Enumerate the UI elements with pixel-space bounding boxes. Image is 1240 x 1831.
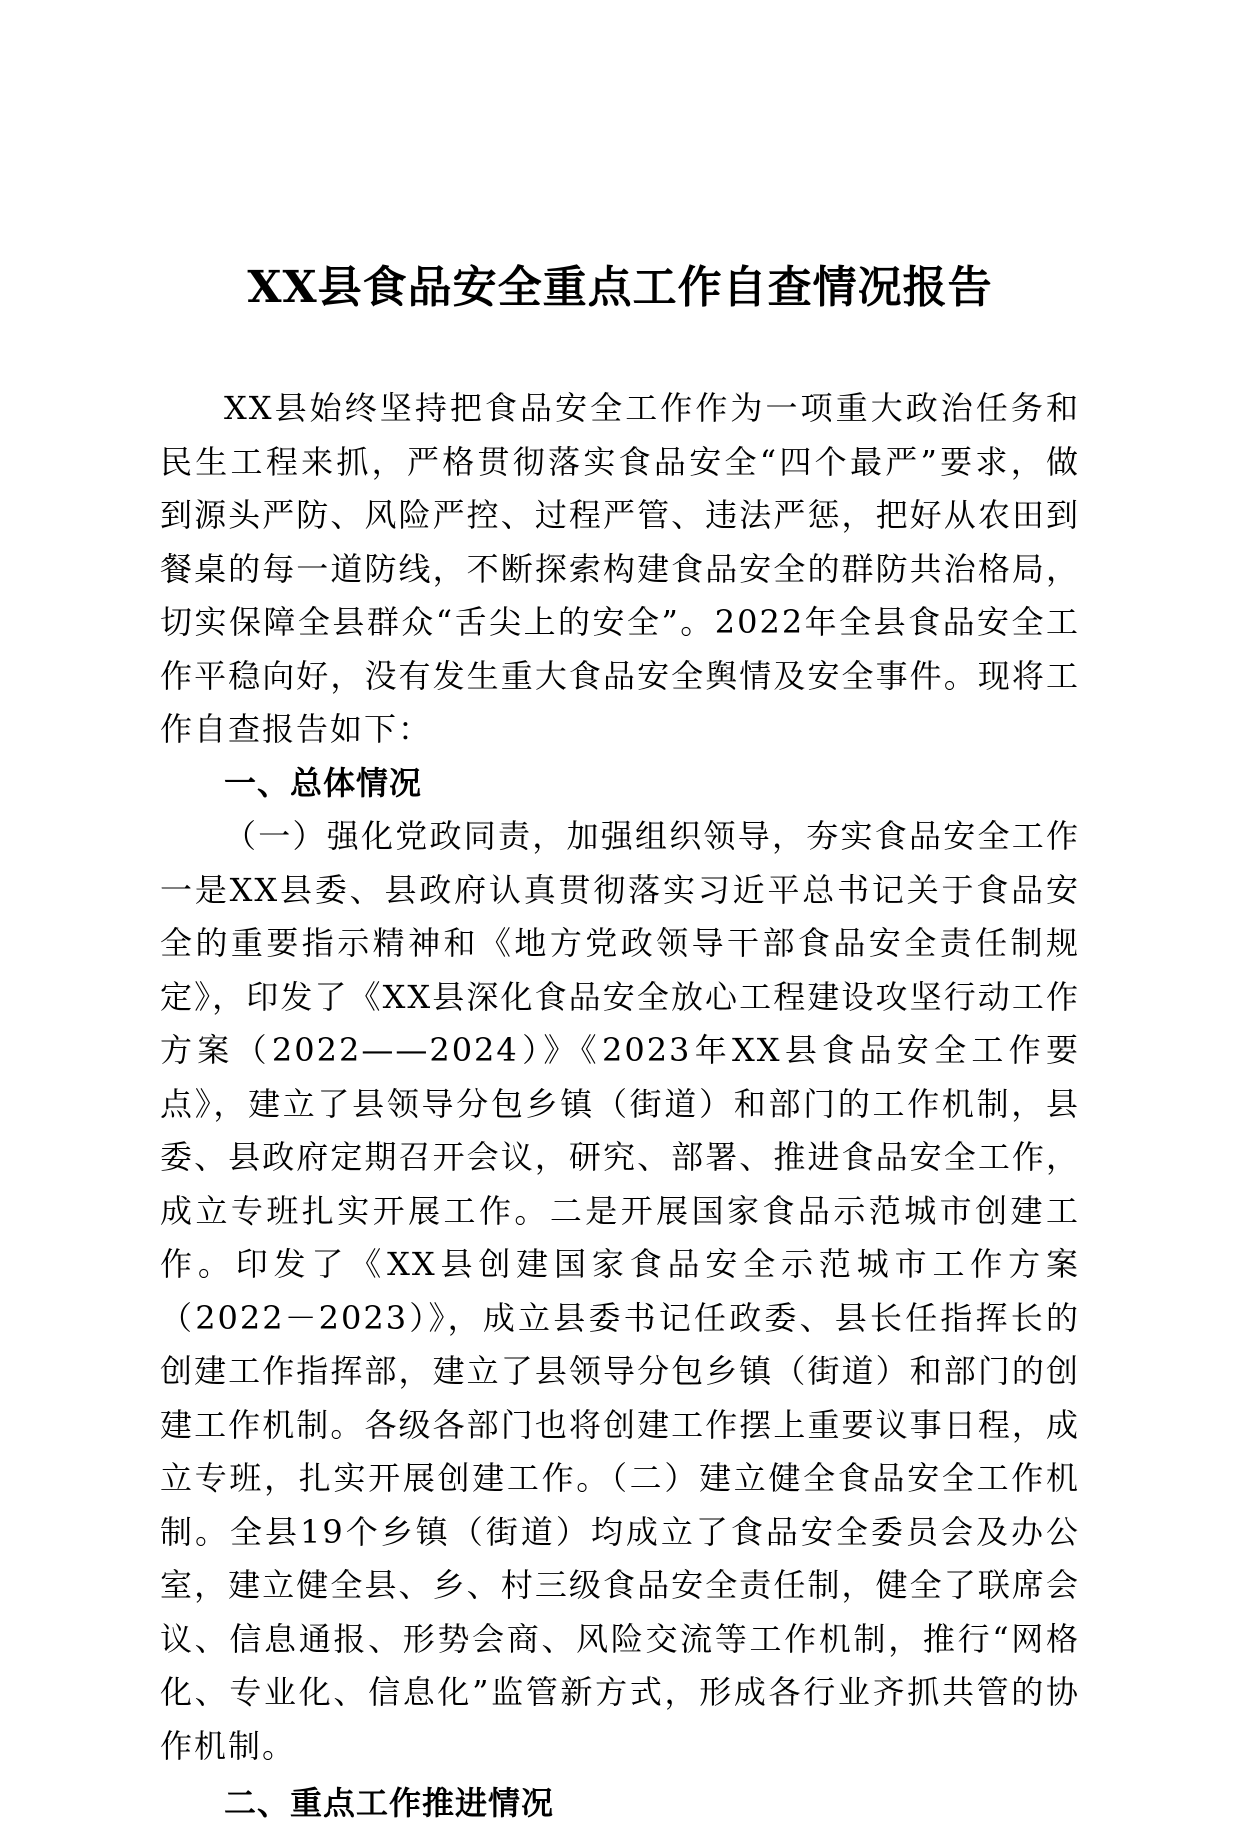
- document-title: XX县食品安全重点工作自查情况报告: [247, 262, 993, 313]
- section-heading-key-work: 二、重点工作推进情况: [224, 1784, 555, 1822]
- intro-paragraph: XX县始终坚持把食品安全工作作为一项重大政治任务和民生工程来抓，严格贯彻落实食品安全“四个最严”要求，做到源头严防、风险严控、过程严管、违法严惩，把好从农田到餐桌的每一道防线，不断探索构建食品安全的群防共治格局，切实保障全县群众“舌尖上的安全”。2022年全县食品安全工作平稳向好，没有发生重大食品安全舆情及安全事件。现将工作自查报告如下：: [160, 389, 1080, 748]
- overall-paragraph: （一）强化党政同责，加强组织领导，夯实食品安全工作一是XX县委、县政府认真贯彻落实习近平总书记关于食品安全的重要指示精神和《地方党政领导干部食品安全责任制规定》，印发了《XX县深化食品安全放心工程建设攻坚行动工作方案（2022——2024）》《2023年XX县食品安全工作要点》，建立了县领导分包乡镇（街道）和部门的工作机制，县委、县政府定期召开会议，研究、部署、推进食品安全工作，成立专班扎实开展工作。二是开展国家食品示范城市创建工作。印发了《XX县创建国家食品安全示范城市工作方案（2022－2023）》，成立县委书记任政委、县长任指挥长的创建工作指挥部，建立了县领导分包乡镇（街道）和部门的创建工作机制。各级各部门也将创建工作摆上重要议事日程，成立专班，扎实开展创建工作。（二）建立健全食品安全工作机制。全县19个乡镇（街道）均成立了食品安全委员会及办公室，建立健全县、乡、村三级食品安全责任制，健全了联席会议、信息通报、形势会商、风险交流等工作机制，推行“网格化、专业化、信息化”监管新方式，形成各行业齐抓共管的协作机制。: [160, 817, 1080, 1765]
- section-heading-overall: 一、总体情况: [224, 763, 423, 802]
- document-body: [160, 382, 1080, 1831]
